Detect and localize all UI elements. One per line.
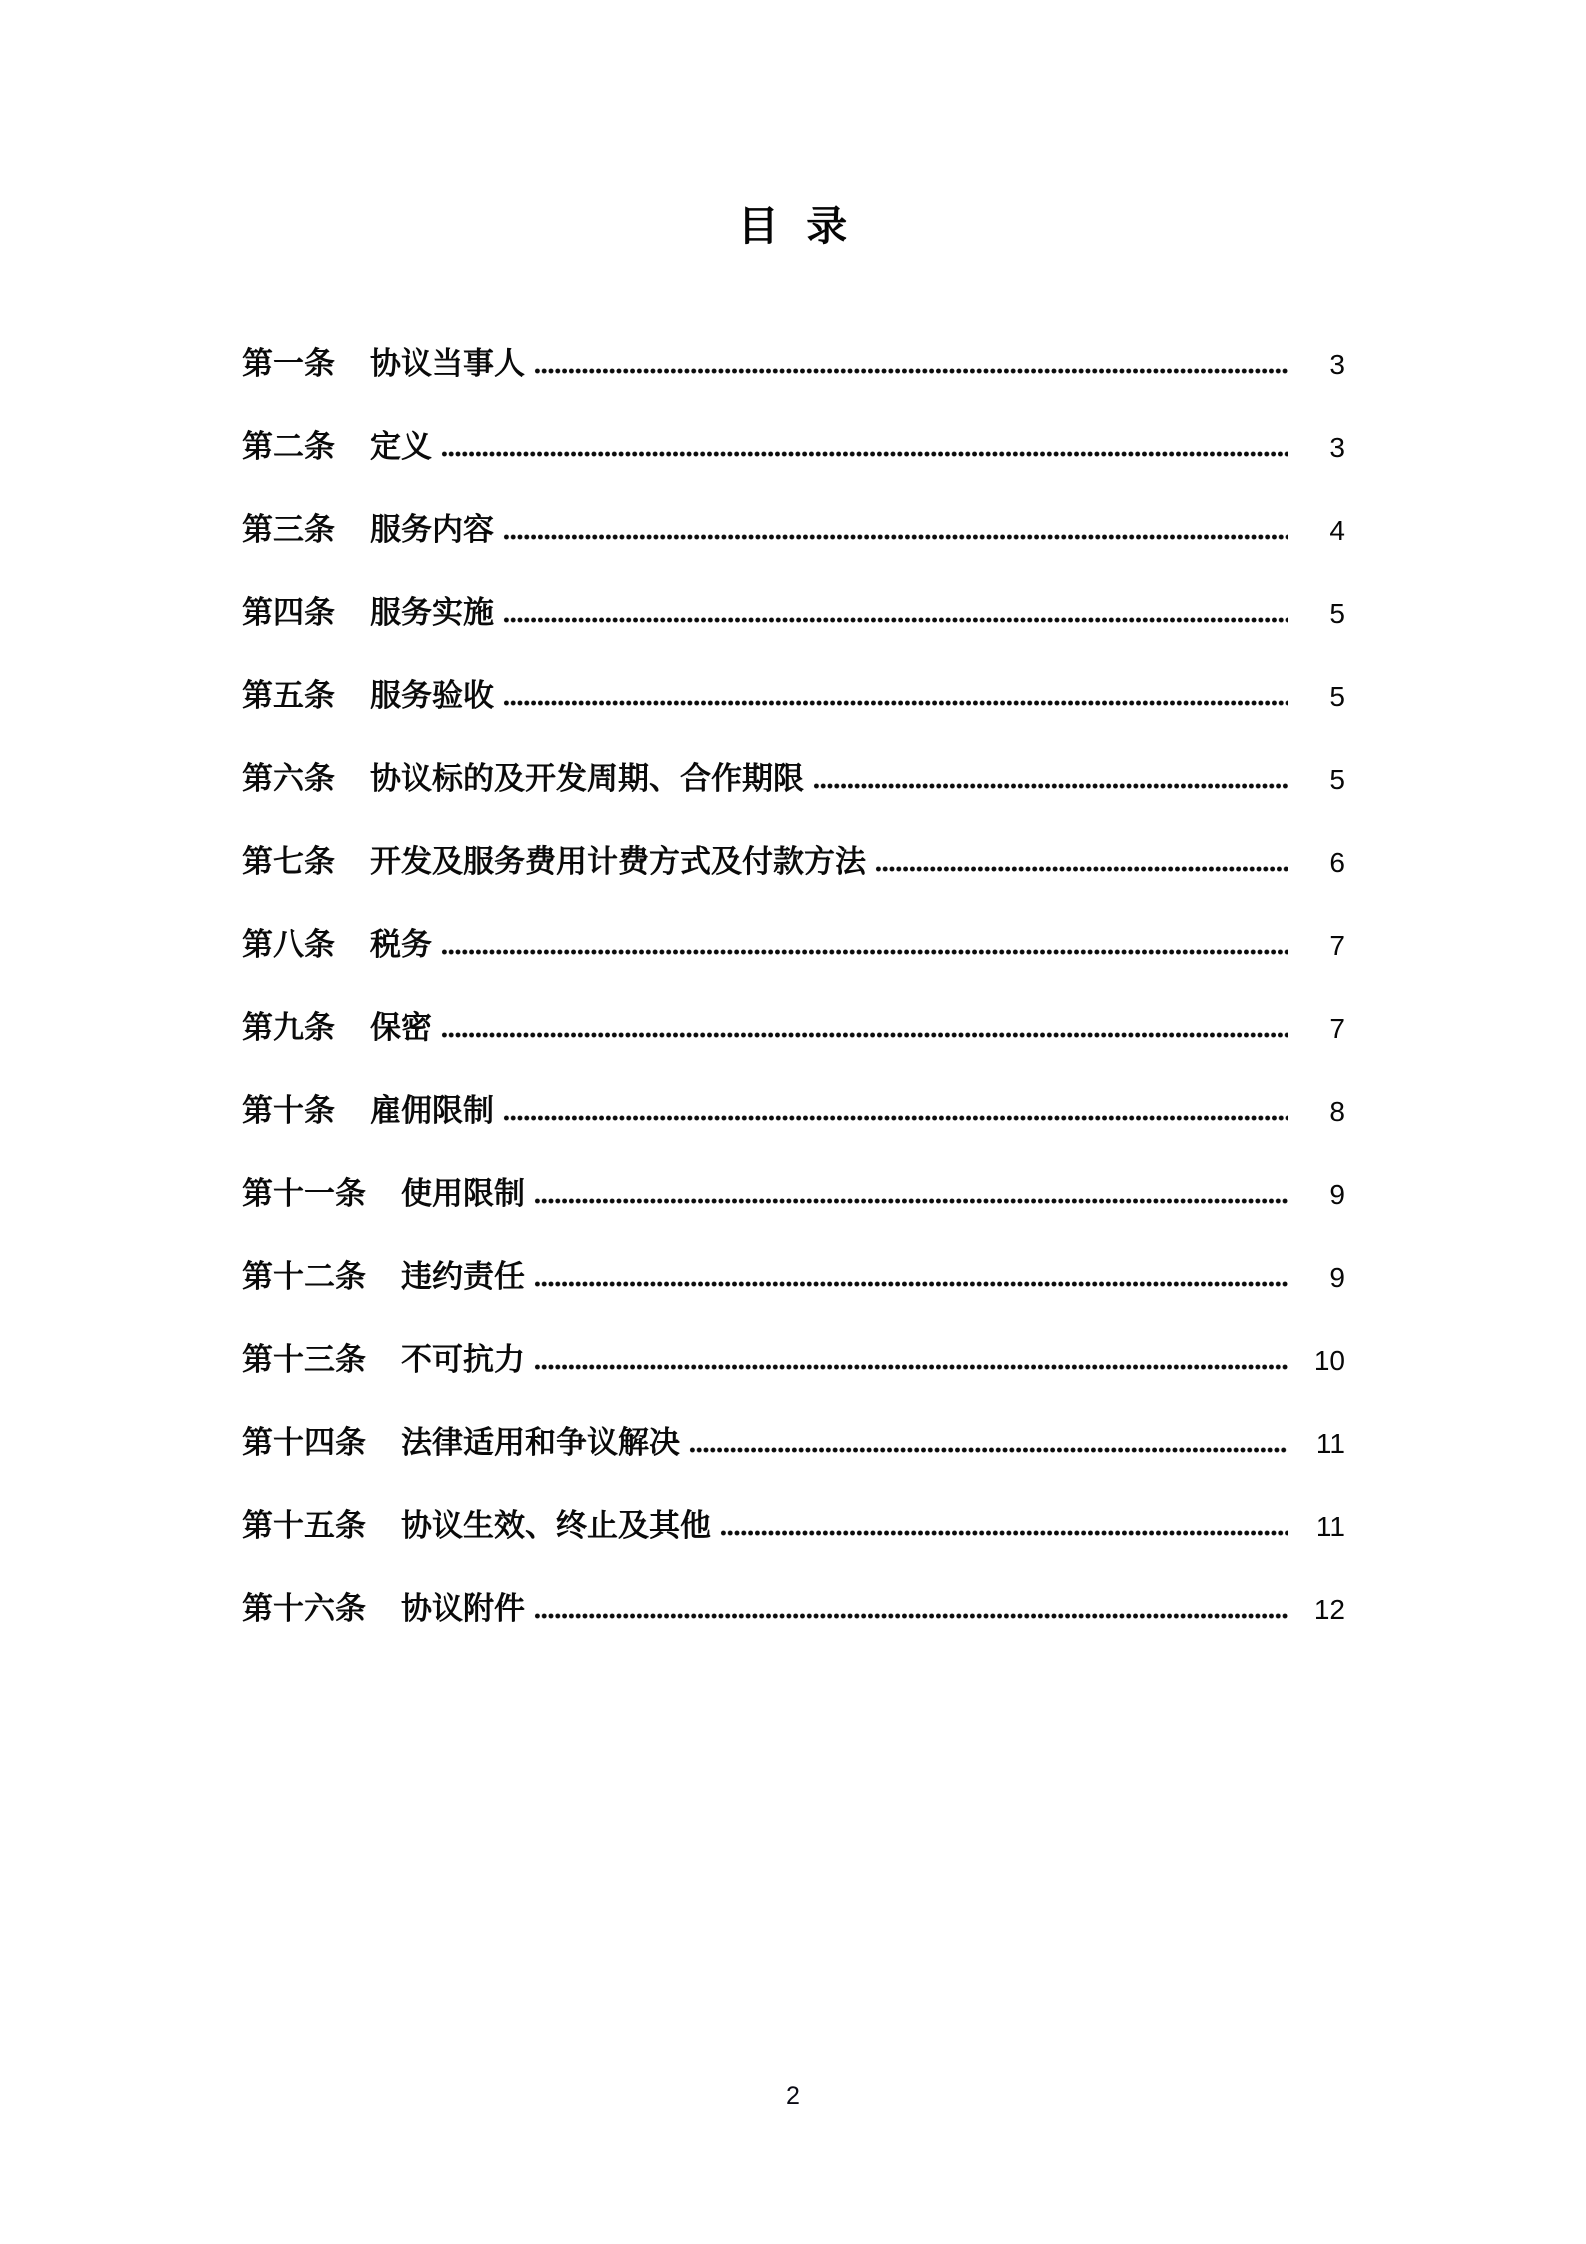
toc-entry-number: 第十三条 (242, 1342, 366, 1377)
dot-leader (441, 451, 1288, 457)
toc-entry[interactable] (242, 926, 1345, 1009)
toc-entry-page: 3 (1329, 432, 1345, 463)
toc-entry-title: 服务实施 (370, 595, 494, 630)
toc-entry[interactable] (242, 1009, 1345, 1092)
toc-entry-page: 4 (1329, 515, 1345, 546)
toc-entry-number: 第十条 (242, 1093, 335, 1128)
toc-entry-page: 5 (1329, 764, 1345, 795)
toc-entry-page: 9 (1329, 1262, 1345, 1293)
toc-entry-title: 协议附件 (401, 1591, 525, 1626)
toc-entry-number: 第十五条 (242, 1508, 366, 1543)
dot-leader (534, 1613, 1288, 1619)
toc-entry-title: 定义 (370, 429, 432, 464)
page-title: 目 录 (737, 203, 849, 249)
toc-entry-title: 税务 (370, 927, 432, 962)
toc-entry[interactable] (242, 345, 1345, 428)
toc-entry-page: 3 (1329, 349, 1345, 380)
toc-entry-page: 5 (1329, 681, 1345, 712)
toc-entry[interactable] (242, 1092, 1345, 1175)
dot-leader (689, 1447, 1288, 1453)
dot-leader (534, 368, 1288, 374)
toc-entry-page: 8 (1329, 1096, 1345, 1127)
dot-leader (441, 1032, 1288, 1038)
dot-leader (534, 1281, 1288, 1287)
toc-entry-title: 协议生效、终止及其他 (401, 1508, 711, 1543)
toc-entry-number: 第七条 (242, 844, 335, 879)
dot-leader (503, 700, 1288, 706)
toc-entry-title: 服务验收 (370, 678, 494, 713)
toc-entry[interactable] (242, 677, 1345, 760)
toc-entry-title: 违约责任 (401, 1259, 525, 1294)
toc-entry-page: 11 (1315, 1428, 1345, 1459)
toc-entry[interactable] (242, 428, 1345, 511)
toc-entry-title: 法律适用和争议解决 (401, 1425, 680, 1460)
toc-entry[interactable] (242, 1507, 1345, 1590)
dot-leader (875, 866, 1288, 872)
toc-entry-number: 第二条 (242, 429, 335, 464)
toc-entry-number: 第九条 (242, 1010, 335, 1045)
toc-entry[interactable] (242, 511, 1345, 594)
toc-entry-title: 使用限制 (401, 1176, 525, 1211)
toc-entry[interactable] (242, 843, 1345, 926)
toc-entry[interactable] (242, 1175, 1345, 1258)
toc-entry-title: 服务内容 (370, 512, 494, 547)
toc-entry-page: 5 (1329, 598, 1345, 629)
toc-entry-number: 第十六条 (242, 1591, 366, 1626)
dot-leader (720, 1530, 1288, 1536)
toc-entry-title: 不可抗力 (401, 1342, 525, 1377)
toc-entry-title: 协议标的及开发周期、合作期限 (370, 761, 804, 796)
toc-entry[interactable] (242, 1590, 1345, 1673)
dot-leader (534, 1364, 1288, 1370)
toc-entry-title: 开发及服务费用计费方式及付款方法 (370, 844, 866, 879)
toc-entry-number: 第十二条 (242, 1259, 366, 1294)
toc-entry-number: 第四条 (242, 595, 335, 630)
dot-leader (503, 534, 1288, 540)
toc-entry-page: 10 (1313, 1345, 1345, 1376)
toc-list (242, 345, 1345, 1673)
dot-leader (503, 1115, 1288, 1121)
dot-leader (813, 783, 1288, 789)
toc-entry[interactable] (242, 594, 1345, 677)
toc-entry-number: 第十四条 (242, 1425, 366, 1460)
toc-entry-page: 6 (1329, 847, 1345, 878)
dot-leader (534, 1198, 1288, 1204)
toc-entry-number: 第六条 (242, 761, 335, 796)
toc-entry-page: 7 (1329, 1013, 1345, 1044)
toc-entry-page: 11 (1315, 1511, 1345, 1542)
toc-entry-page: 9 (1329, 1179, 1345, 1210)
dot-leader (503, 617, 1288, 623)
toc-entry[interactable] (242, 1341, 1345, 1424)
toc-entry[interactable] (242, 1258, 1345, 1341)
toc-entry-number: 第一条 (242, 346, 335, 381)
dot-leader (441, 949, 1288, 955)
toc-entry-number: 第三条 (242, 512, 335, 547)
toc-entry-page: 7 (1329, 930, 1345, 961)
toc-entry-page: 12 (1313, 1594, 1345, 1625)
toc-entry[interactable] (242, 760, 1345, 843)
toc-entry-number: 第五条 (242, 678, 335, 713)
toc-entry-number: 第十一条 (242, 1176, 366, 1211)
toc-entry-title: 雇佣限制 (370, 1093, 494, 1128)
toc-entry-number: 第八条 (242, 927, 335, 962)
footer-page-number: 2 (786, 2082, 800, 2110)
toc-entry-title: 协议当事人 (370, 346, 525, 381)
toc-entry[interactable] (242, 1424, 1345, 1507)
toc-entry-title: 保密 (370, 1010, 432, 1045)
